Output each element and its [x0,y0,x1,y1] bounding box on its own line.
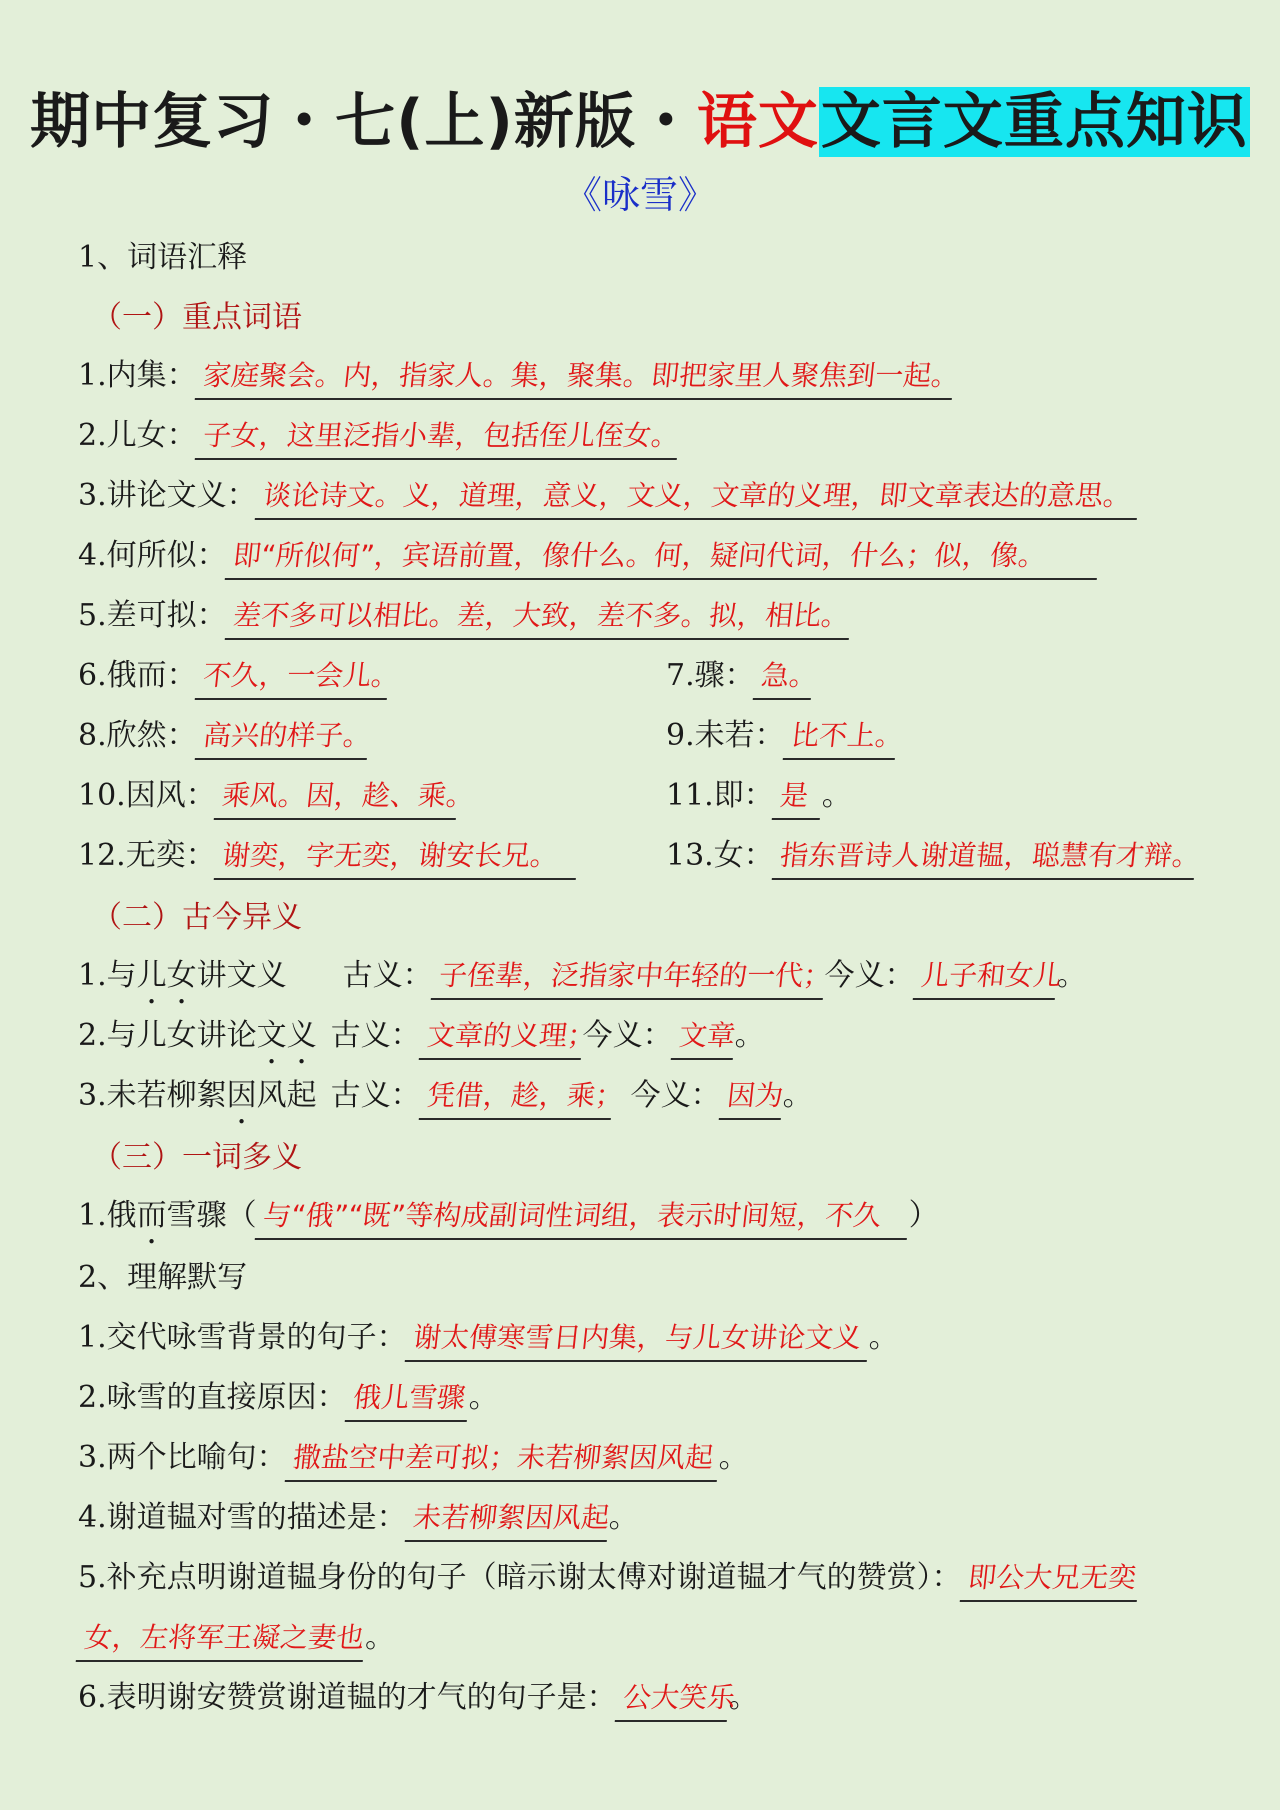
gujin-item: 1.与儿女讲文义 古义： 子侄辈，泛指家中年轻的一代；今义： 儿子和女儿。 [78,954,1087,1011]
answer-text: 家庭聚会。内，指家人。集，聚集。即把家里人聚焦到一起。 [194,356,956,400]
answer-text: 乘风。因，趁、乘。 [213,776,460,820]
answer-text: 文章的义理； [418,1016,585,1060]
answer-text: 公大笑乐 [614,1678,731,1722]
moxie-item: 4.谢道韫对雪的描述是： 未若柳絮因风起。 [78,1496,639,1542]
word-item: 3.讲论文义： 谈论诗文。义，道理，意义，文义，文章的义理，即文章表达的意思。 [78,474,1139,520]
answer-text: 儿子和女儿 [912,956,1059,1000]
answer-text: 比不上。 [782,716,899,760]
title-part2: 语文 [696,87,819,157]
lesson-title: 《咏雪》 [563,173,716,217]
answer-text: 不久，一会儿。 [194,656,391,700]
subsection-heading-1: （一）重点词语 [92,300,302,335]
answer-text: 急。 [752,656,815,700]
word-item: 5.差可拟： 差不多可以相比。差，大致，差不多。拟，相比。 [78,594,851,640]
word-item: 9.未若： 比不上。 [666,714,897,760]
moxie-item: 5.补充点明谢道韫身份的句子（暗示谢太傅对谢道韫才气的赞赏）： 即公大兄无奕 [78,1556,1139,1602]
answer-text: 谢奕，字无奕，谢安长兄。 [213,836,580,880]
title-part3: 文言文重点知识 [820,87,1248,157]
answer-text: 谈论诗文。义，道理，意义，文义，文章的义理，即文章表达的意思。 [254,476,1141,520]
answer-text: 未若柳絮因风起 [404,1498,611,1542]
gujin-item: 2.与儿女讲论文义 古义： 文章的义理；今义： 文章。 [78,1014,765,1071]
word-item: 11.即： 是 。 [666,774,852,820]
page-title [0,82,1280,162]
answer-text: 撒盐空中差可拟；未若柳絮因风起 [284,1438,721,1482]
answer-text: 是 [771,776,824,820]
subsection-heading-2: （二）古今异义 [92,900,302,935]
moxie-item: 6.表明谢安赞赏谢道韫的才气的句子是： 公大笑乐。 [78,1676,759,1722]
answer-text: 高兴的样子。 [194,716,371,760]
answer-text: 俄儿雪骤 [344,1378,471,1422]
moxie-item: 2.咏雪的直接原因： 俄儿雪骤。 [78,1376,499,1422]
answer-text: 即“所似何”，宾语前置，像什么。何，疑问代词，什么；似，像。 [224,536,1101,580]
answer-text: 文章 [670,1016,737,1060]
word-item: 6.俄而： 不久，一会儿。 [78,654,389,700]
answer-text: 女，左将军王凝之妻也 [76,1618,368,1662]
word-item: 4.何所似： 即“所似何”，宾语前置，像什么。何，疑问代词，什么；似，像。 [78,534,1099,580]
moxie-item-continued: 女，左将军王凝之妻也。 [78,1616,395,1662]
answer-text: 凭借，趁，乘； [418,1076,615,1120]
answer-text: 差不多可以相比。差，大致，差不多。拟，相比。 [224,596,853,640]
answer-text: 即公大兄无奕 [959,1558,1141,1602]
answer-text: 子女，这里泛指小辈，包括侄儿侄女。 [194,416,681,460]
answer-text: 指东晋诗人谢道韫，聪慧有才辩。 [771,836,1198,880]
word-item: 12.无奕： 谢奕，字无奕，谢安长兄。 [78,834,578,880]
moxie-item: 3.两个比喻句： 撒盐空中差可拟；未若柳絮因风起 。 [78,1436,749,1482]
section-heading-2: 2、理解默写 [78,1260,248,1295]
word-item: 2.儿女： 子女，这里泛指小辈，包括侄儿侄女。 [78,414,679,460]
answer-text: 子侄辈，泛指家中年轻的一代； [430,956,827,1000]
answer-text: 与“俄”“既”等构成副词性词组，表示时间短，不久 [254,1196,911,1240]
answer-text: 因为 [718,1076,785,1120]
word-item: 13.女： 指东晋诗人谢道韫，聪慧有才辩。 [666,834,1196,880]
gujin-item: 3.未若柳絮因风起 古义： 凭借，趁，乘； 今义： 因为。 [78,1074,813,1131]
word-item: 10.因风： 乘风。因，趁、乘。 [78,774,458,820]
word-item: 8.欣然： 高兴的样子。 [78,714,369,760]
section-heading-1: 1、词语汇释 [78,240,248,275]
word-item: 1.内集： 家庭聚会。内，指家人。集，聚集。即把家里人聚焦到一起。 [78,354,954,400]
moxie-item: 1.交代咏雪背景的句子： 谢太傅寒雪日内集，与儿女讲论文义 。 [78,1316,899,1362]
answer-text: 谢太傅寒雪日内集，与儿女讲论文义 [404,1318,871,1362]
title-part1: 期中复习・七(上)新版・ [30,87,697,157]
subsection-heading-3: （三）一词多义 [92,1140,302,1175]
yici-item: 1.俄而雪骤（ 与“俄”“既”等构成副词性词组，表示时间短，不久 ） [78,1194,939,1251]
word-item: 7.骤： 急。 [666,654,813,700]
